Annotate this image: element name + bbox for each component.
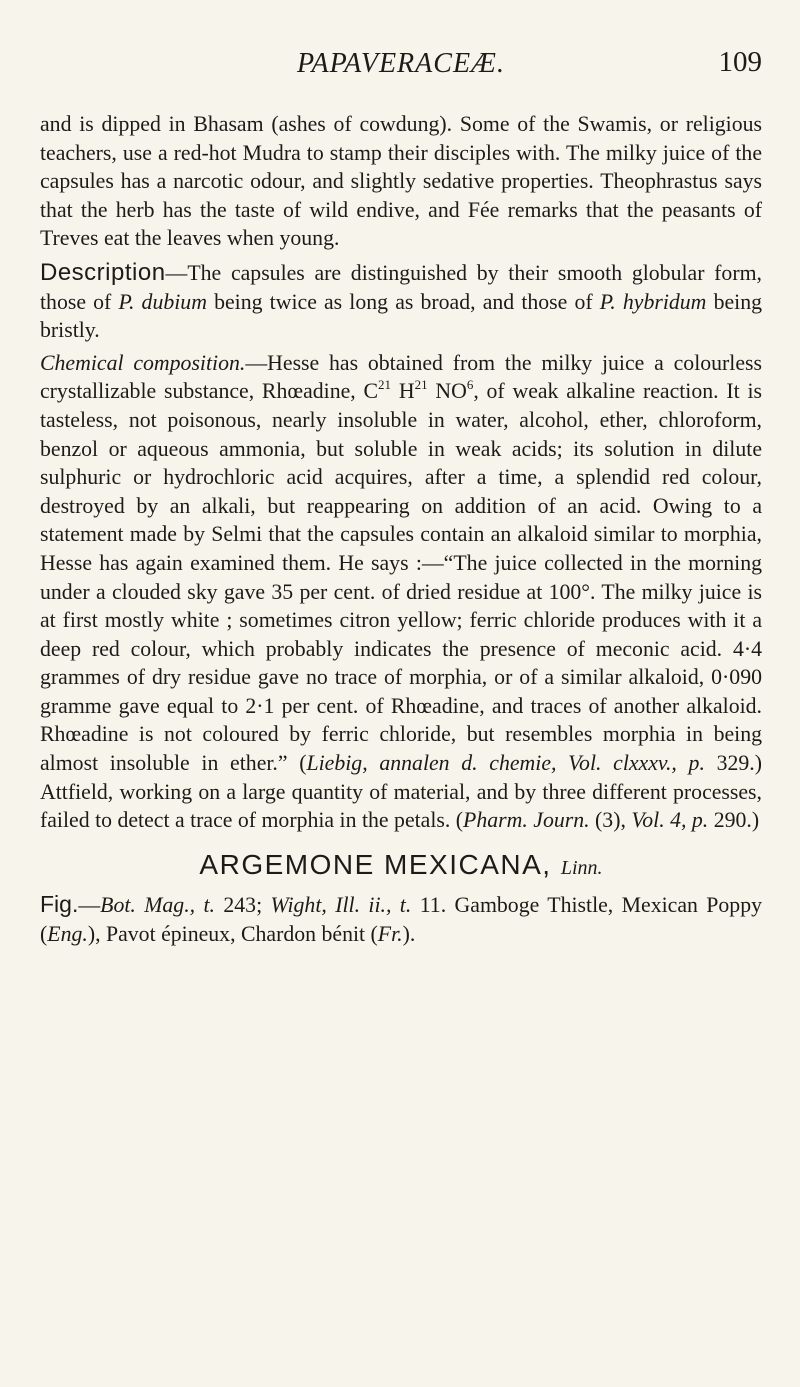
fig-label: Fig. [40,891,79,918]
superscript: 6 [466,377,474,393]
text-run: 290.) [708,808,760,833]
species-authority: Linn. [560,856,603,879]
paragraph-text: and is dipped in Bhasam (ashes of cowdung). Some of the Swamis, or religious teachers, use a red-hot Mudra to stamp their disciples with. The milky juice of the capsules has a narcotic odour, and slightly sedative properties. Theophrastus says that the herb has the taste of wild endive, and Fée remarks that the peasants of Treves eat the leaves when young. [40,112,762,251]
paragraph-bhasam [40,110,762,253]
description-heading: Description [40,258,166,286]
species-name: ARGEMONE MEXICANA, [199,848,552,880]
text-run: being twice as long as broad, and those of [206,289,600,314]
superscript: 21 [378,377,392,393]
text-run: ), Pavot épineux, Chardon bénit ( [87,922,378,947]
species-name-italic: P. dubium [118,289,207,314]
text-run: 329.) Attfield, working on a large quantity of material, and by three different processes, failed to detect a trace of morphia in the petals. ( [40,751,762,833]
text-run: NO [427,379,467,404]
text-run: (3), [589,808,632,833]
paragraph-figure-references [40,890,762,948]
species-name-italic: P. hybridum [599,289,707,314]
language-abbrev: Fr. [377,922,403,947]
text-run: 243; [214,893,271,918]
species-heading [40,848,762,883]
superscript: 21 [414,377,428,393]
page-number: 109 [718,46,762,78]
text-run: , of weak alkaline reaction. It is tasteless, not poisonous, nearly insoluble in water, alcohol, ether, chloroform, benzol or aqueous ammonia, but soluble in weak acids; its solution in dilute sulphuric or hydrochloric acid acquires, after a time, a splendid red colour, destroyed by an alkali, but reappearing on addition of an acid. Owing to a statement made by Selmi that the capsules contain an alkaloid similar to morphia, Hesse has again examined them. He says :—“The juice collected in the morning under a clouded sky gave 35 per cent. of dried residue at 100°. The milky juice is at first mostly white ; sometimes citron yellow; ferric chloride produces with it a deep red colour, which probably indicates the presence of meconic acid. 4·4 grammes of dry residue gave no trace of morphia, or of a similar alkaloid, 0·090 gramme gave equal to 2·1 per cent. of Rhœadine, and traces of another alkaloid. Rhœadine is not coloured by ferric chloride, but resembles morphia in being almost insoluble in ether.” ( [40,379,762,776]
running-title: PAPAVERACEÆ. [297,48,505,79]
text-run: being bristly. [40,289,763,343]
citation-italic: Wight, Ill. ii., t. [270,893,412,918]
text-run: — [78,893,101,918]
paragraph-description [40,259,762,345]
paragraph-chemical-composition [40,349,762,835]
citation-italic: Pharm. Journ. [463,808,590,833]
language-abbrev: Eng. [47,922,88,947]
text-run: —Hesse has obtained from the milky juice a colourless crystallizable substance, Rhœadine, C [40,350,762,404]
citation-italic: Vol. 4, p. [631,808,709,833]
text-run: ). [402,922,416,947]
citation-italic: Bot. Mag., t. [100,893,215,918]
running-head [40,44,762,88]
citation-italic: Liebig, annalen d. chemie, Vol. clxxxv., p. [306,751,705,776]
text-run: —The capsules are distinguished by their smooth globular form, those of [40,260,762,314]
chemical-composition-heading: Chemical composition. [40,350,246,375]
body-text [40,110,762,949]
text-run: H [391,379,415,404]
text-run: 11. Gamboge Thistle, Mexican Poppy ( [40,893,762,947]
